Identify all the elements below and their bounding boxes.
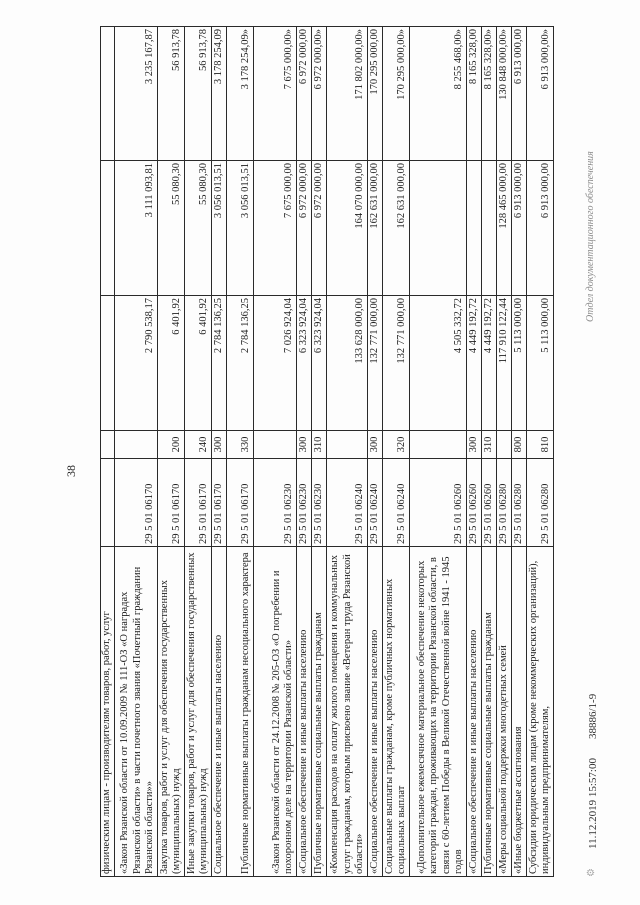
row-code-cell: 29 5 01 06280	[511, 459, 526, 547]
row-value-2022-cell: 7 675 000,00»	[253, 27, 296, 161]
row-expense-type-cell	[326, 431, 367, 459]
row-value-2020-cell: 5 113 000,00	[526, 296, 553, 431]
row-value-2020-cell: 2 784 136,25	[226, 296, 253, 431]
row-value-2022-cell: 8 165 328,00»	[481, 27, 496, 161]
row-code-cell: 29 5 01 06260	[481, 459, 496, 547]
row-code-cell: 29 5 01 06170	[226, 459, 253, 547]
page-number: 38	[64, 465, 78, 477]
table-row	[526, 27, 553, 877]
row-expense-type-cell: 300	[367, 431, 382, 459]
row-value-2020-cell: 4 505 332,72	[409, 296, 466, 431]
table-row	[481, 27, 496, 877]
table-row	[496, 27, 511, 877]
row-value-2021-cell: 3 056 013,51	[226, 161, 253, 296]
row-value-2020-cell: 6 401,92	[157, 296, 184, 431]
table-row	[296, 27, 311, 877]
row-value-2021-cell: 55 080,30	[184, 161, 211, 296]
row-name-cell: «Компенсация расходов на оплату жилого помещения и коммунальных услуг гражданам, которым присвоено звание «Ветеран труда Рязанской области»	[326, 547, 367, 877]
row-code-cell: 29 5 01 06280	[496, 459, 511, 547]
row-value-2021-cell: 7 675 000,00	[253, 161, 296, 296]
footer-department: Отдел документационного обеспечения	[585, 151, 596, 322]
row-value-2020-cell: 7 026 924,04	[253, 296, 296, 431]
row-value-2020-cell: 4 449 192,72	[466, 296, 481, 431]
row-name-cell: «Дополнительное ежемесячное материальное обеспечение некоторых категорий граждан, проживающих на территории Рязанской области, в связи с 60-летием Победы в Великой Отечественной войне 1941 - 1945 годов	[409, 547, 466, 877]
row-name-cell: Иные закупки товаров, работ и услуг для обеспечения государственных (муниципальных) нужд	[184, 547, 211, 877]
row-expense-type-cell: 300	[296, 431, 311, 459]
row-value-2022-cell	[101, 27, 115, 161]
row-value-2020-cell: 132 771 000,00	[382, 296, 409, 431]
row-expense-type-cell: 320	[382, 431, 409, 459]
row-value-2022-cell: 3 178 254,09	[211, 27, 226, 161]
stamp-icon: ⚙	[586, 868, 597, 877]
row-expense-type-cell: 200	[157, 431, 184, 459]
row-name-cell: Публичные нормативные социальные выплаты гражданам	[311, 547, 326, 877]
row-value-2021-cell: 6 972 000,00	[296, 161, 311, 296]
table-row	[311, 27, 326, 877]
row-value-2022-cell: 6 972 000,00	[296, 27, 311, 161]
row-expense-type-cell	[496, 431, 511, 459]
row-value-2021-cell: 3 111 093,81	[114, 161, 157, 296]
row-value-2022-cell: 8 165 328,00	[466, 27, 481, 161]
row-value-2020-cell: 6 323 924,04	[311, 296, 326, 431]
row-expense-type-cell	[409, 431, 466, 459]
row-name-cell: Публичные нормативные выплаты гражданам несоциального характера	[226, 547, 253, 877]
row-value-2020-cell: 5 113 000,00	[511, 296, 526, 431]
row-value-2022-cell: 170 295 000,00	[367, 27, 382, 161]
row-name-cell: «Социальное обеспечение и иные выплаты населению	[466, 547, 481, 877]
row-value-2022-cell: 56 913,78	[184, 27, 211, 161]
row-code-cell: 29 5 01 06170	[157, 459, 184, 547]
row-value-2021-cell: 6 972 000,00	[311, 161, 326, 296]
row-value-2022-cell: 8 255 468,00»	[409, 27, 466, 161]
budget-table	[100, 26, 554, 877]
table-row	[326, 27, 367, 877]
row-value-2022-cell: 3 235 167,87	[114, 27, 157, 161]
row-value-2022-cell: 170 295 000,00»	[382, 27, 409, 161]
row-expense-type-cell: 300	[466, 431, 481, 459]
table-row	[157, 27, 184, 877]
row-code-cell: 29 5 01 06230	[296, 459, 311, 547]
table-row	[114, 27, 157, 877]
row-expense-type-cell	[253, 431, 296, 459]
budget-table-body	[101, 27, 554, 877]
row-value-2020-cell: 2 784 136,25	[211, 296, 226, 431]
row-expense-type-cell: 240	[184, 431, 211, 459]
row-value-2022-cell: 130 848 000,00»	[496, 27, 511, 161]
row-value-2021-cell: 162 631 000,00	[367, 161, 382, 296]
row-name-cell: Закупка товаров, работ и услуг для обеспечения государственных (муниципальных) нужд	[157, 547, 184, 877]
row-value-2022-cell: 6 913 000,00»	[526, 27, 553, 161]
row-code-cell: 29 5 01 06240	[326, 459, 367, 547]
row-name-cell: «Закон Рязанской области от 10.09.2009 № 111-ОЗ «О наградах Рязанской области» в части почетного звания «Почетный гражданин Рязанской области»»	[114, 547, 157, 877]
row-value-2020-cell: 6 323 924,04	[296, 296, 311, 431]
footer	[582, 27, 622, 877]
row-value-2020-cell: 132 771 000,00	[367, 296, 382, 431]
row-name-cell: Публичные нормативные социальные выплаты гражданам	[481, 547, 496, 877]
row-value-2020-cell	[101, 296, 115, 431]
row-value-2021-cell	[481, 161, 496, 296]
table-row	[511, 27, 526, 877]
row-code-cell: 29 5 01 06280	[526, 459, 553, 547]
table-row	[101, 27, 115, 877]
row-value-2021-cell: 3 056 013,51	[211, 161, 226, 296]
row-value-2020-cell: 2 790 538,17	[114, 296, 157, 431]
table-row	[382, 27, 409, 877]
row-name-cell: «Социальное обеспечение и иные выплаты населению	[296, 547, 311, 877]
rotated-content	[64, 27, 599, 877]
row-value-2021-cell	[466, 161, 481, 296]
row-code-cell: 29 5 01 06230	[311, 459, 326, 547]
row-value-2022-cell: 6 972 000,00»	[311, 27, 326, 161]
row-expense-type-cell: 330	[226, 431, 253, 459]
row-code-cell: 29 5 01 06260	[466, 459, 481, 547]
row-name-cell: «Закон Рязанской области от 24.12.2008 № 205-ОЗ «О погребении и похоронном деле на территории Рязанской области»	[253, 547, 296, 877]
row-value-2020-cell: 133 628 000,00	[326, 296, 367, 431]
row-expense-type-cell: 310	[481, 431, 496, 459]
row-expense-type-cell: 310	[311, 431, 326, 459]
row-name-cell: Социальные выплаты гражданам, кроме публичных нормативных социальных выплат	[382, 547, 409, 877]
row-value-2020-cell: 4 449 192,72	[481, 296, 496, 431]
row-value-2021-cell: 164 070 000,00	[326, 161, 367, 296]
row-code-cell: 29 5 01 06260	[409, 459, 466, 547]
row-value-2022-cell: 6 913 000,00	[511, 27, 526, 161]
table-row	[367, 27, 382, 877]
row-value-2020-cell: 6 401,92	[184, 296, 211, 431]
row-code-cell: 29 5 01 06240	[382, 459, 409, 547]
row-name-cell: «Меры социальной поддержки многодетных семей	[496, 547, 511, 877]
row-value-2022-cell: 171 802 000,00»	[326, 27, 367, 161]
row-value-2021-cell	[409, 161, 466, 296]
row-expense-type-cell: 300	[211, 431, 226, 459]
row-expense-type-cell	[101, 431, 115, 459]
row-expense-type-cell: 800	[511, 431, 526, 459]
row-expense-type-cell	[114, 431, 157, 459]
row-name-cell: Социальное обеспечение и иные выплаты населению	[211, 547, 226, 877]
table-row	[466, 27, 481, 877]
row-code-cell: 29 5 01 06240	[367, 459, 382, 547]
row-code-cell: 29 5 01 06170	[184, 459, 211, 547]
footer-doc-number: 38886/1-9	[587, 693, 599, 739]
table-row	[253, 27, 296, 877]
row-code-cell: 29 5 01 06170	[114, 459, 157, 547]
row-value-2020-cell: 117 910 122,44	[496, 296, 511, 431]
row-value-2022-cell: 56 913,78	[157, 27, 184, 161]
row-name-cell: Субсидии юридическим лицам (кроме некоммерческих организаций), индивидуальным предпринимателям,	[526, 547, 553, 877]
row-value-2021-cell: 55 080,30	[157, 161, 184, 296]
row-code-cell: 29 5 01 06170	[211, 459, 226, 547]
table-row	[409, 27, 466, 877]
row-expense-type-cell: 810	[526, 431, 553, 459]
row-value-2021-cell: 162 631 000,00	[382, 161, 409, 296]
row-value-2021-cell: 6 913 000,00	[511, 161, 526, 296]
row-code-cell: 29 5 01 06230	[253, 459, 296, 547]
row-name-cell: «Социальное обеспечение и иные выплаты населению	[367, 547, 382, 877]
row-name-cell: физическим лицам - производителям товаров, работ, услуг	[101, 547, 115, 877]
row-name-cell: «Иные бюджетные ассигнования	[511, 547, 526, 877]
table-row	[211, 27, 226, 877]
row-value-2021-cell: 128 465 000,00	[496, 161, 511, 296]
footer-date: 11.12.2019 15:57:00	[587, 758, 599, 849]
row-value-2021-cell: 6 913 000,00	[526, 161, 553, 296]
table-row	[184, 27, 211, 877]
row-code-cell	[101, 459, 115, 547]
table-row	[226, 27, 253, 877]
row-value-2021-cell	[101, 161, 115, 296]
row-value-2022-cell: 3 178 254,09»	[226, 27, 253, 161]
